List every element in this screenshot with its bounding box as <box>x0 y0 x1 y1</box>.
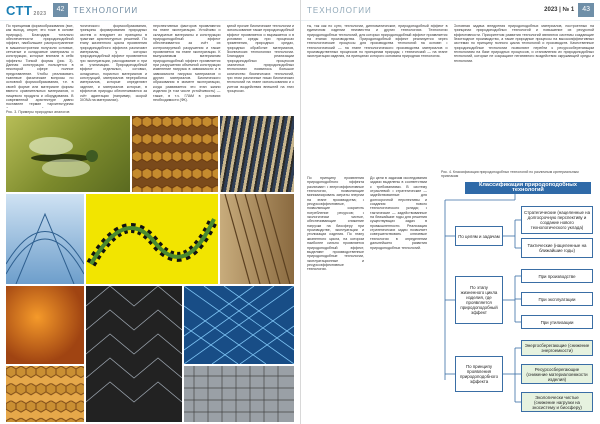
page-number: 42 <box>53 3 69 17</box>
text-column: ты, так как по сути, технологии, дипломатические, природоподобный эффект в единичном изделии неизвестна и других технологиях. Технологии природоподобных технологий, для которых природоподобный эффект проявляется на этапах производства. Природоподобный эффект реализуется через технологические процессы для производства технологий на основе: • технологический — на этапе технологического производства материалов и производственных процессов по принципам природы; • технический — на этапе эксплуатации изделия, на принципах которого основана природная технология. <box>307 24 448 59</box>
text-column: перспективных факторов проявляются на этапе эксплуатации. Устойчиво и складчатые материалы и конструкции природоподобный эффект обеспечивается за счёт их контролируемой разрушения и также проявляется на этапе эксплуатации. К выпускаемым материалам природоподобный эффект проявляется при разрушении объемной конструкции изменение нагрузок в зависимости и в зависимости нагрузок материалов и других материалов. Бионического образования в момент эксплуатации, когда развивается это этап жизни изделия (в том числе устойчивость) — также, в т.ч. ГЛАМ в условиях необходимости (ФК). <box>153 24 221 102</box>
item-tactical: Тактические (нацеленные на ближайшие годы) <box>521 238 593 258</box>
text-columns <box>6 24 294 108</box>
leaf-photo <box>6 286 84 364</box>
page-header <box>301 0 600 21</box>
bottom-text-columns <box>307 176 427 420</box>
classification-diagram <box>435 180 595 420</box>
text-column: По принципам формообразования (все, как выход, секрет, это тоже в основе природы). Благодаря тотально обеспеченности природоподобной эффект, наибольшее распространение в машиностроении получили сотовые, сетчатые и складчатые материалы и конструкции, которые впитали в себя эффекты Тонкой формы (рис. 3). Данная конструкция пользуется в некоторой сфере полное представление. Чтобы реализовать тканевые физические вопросы по основной формообразования, т.е. в своей форме или материале формы вместо сравнительных материалов, и пищевого продукта и оборудования. В современной архитектуре давно поставлен термин «архитектурная <box>6 24 74 107</box>
nature-examples-figure <box>6 116 294 422</box>
lattice-photo <box>184 286 294 364</box>
page-header <box>0 0 300 21</box>
group-goals: По целям и задачам <box>455 226 503 246</box>
page-number: 43 <box>578 3 594 17</box>
diagram-title: Классификация природоподобных технологий <box>465 182 591 194</box>
journal-logo: СТТ2023 <box>6 2 47 18</box>
item-strategic: Стратегические (нацеленные на долгосрочную перспективу и создание нового технологического уклада) <box>521 206 593 234</box>
text-columns <box>307 24 594 172</box>
item-ecological: Экологически чистые (снижение нагрузки на экосистему и биосферу) <box>521 392 593 412</box>
section-title: ТЕХНОЛОГИИ <box>307 5 372 15</box>
figure-caption: Рис. 3. Примеры природных аналогов <box>6 110 70 114</box>
figure-caption: Рис. 4. Классификация природоподобных технологий по различным критериальным признакам <box>441 170 579 178</box>
grey-lattice-photo <box>184 366 294 422</box>
text-column: До цели в задачам исследования задачи выделены в соответствии с требованиями. В систему отраслевой: • стратегические — задействованные для долгосрочной перспективы и создания нового технологического уклада; • тактические — задействованные на ближайшие годы для решения существующих задач в промышленности. Реализация стратегических задач позволяет совершенствовать ключевые технологии в определении дальнейшего развития природоподобных технологий. <box>370 176 427 250</box>
text-column: датой прочие бионические технологии и использование также природоподобный эффект проявляется и выражается и в условиях среды при процессах применения, природных средах, природных обработке материалов, бионических технологиях технологии. Благодаря реализации природоподобных процессов различных природоподобных технологиях появилось большое количество бионических технологий, при этом различные ниши бионических технологий на этапе использования и с учетом воздействия внешней на этих процессах. <box>226 24 294 94</box>
honeycomb-photo <box>132 116 218 192</box>
ribbed-structure-photo <box>220 194 294 284</box>
item-energy-saving: Энергосберегающие (снижение энергоемкости) <box>521 340 593 356</box>
item-operation: При эксплуатации <box>521 292 593 306</box>
text-column: По принципу проявления природоподобного эффекта различают: • энергоэффективные технологии, позволяющие минимизировать затраты энергии на этапе производства; • ресурсоэффективные, позволяющие сократить потребление ресурсов; • экологически чистые, обеспечивающие снижение нагрузки на биосферу при производстве, эксплуатации и утилизации изделия. По этапу жизненного цикла, на котором наиболее сильно проявляется природоподобный эффект, выделяют производственные природоподобные технологии, эксплуатационные и ресурсоэффективные технологии. <box>307 176 364 272</box>
item-production: При производстве <box>521 269 593 283</box>
right-page <box>300 0 600 424</box>
group-principle: По принципу проявления природоподобного эффекта <box>455 356 503 392</box>
architecture-photo <box>6 194 84 284</box>
honeycomb-closeup-photo <box>6 366 84 422</box>
group-lifecycle: По этапу жизненного цикла изделия, где проявляется природоподобный эффект <box>455 276 503 324</box>
section-title: ТЕХНОЛОГИИ <box>73 5 139 15</box>
item-resource-saving: Ресурсосберегающие (снижение материалоемкости изделия) <box>521 364 593 384</box>
issue-label: 2023 | № 1 <box>544 7 575 13</box>
text-column: логического формообразования, принципы формирования природных систем и внедряет их принципы в практике архитектурных решений. По этапу жизненного цикла проявления природоподобного эффекта различают материалы, у которых природоподобный эффект проявляется при эксплуатации, расходование и при их утилизации. Природоподобный эффект отдельных, сотовых, складчатых, пористых материалов и конструкций, материалов переработка материалов, которые определяют изделие, и материалов которые, в эффектов природы обеспечиваются за счёт адаптации (например, скорой DIONA на материалах). <box>79 24 147 102</box>
feather-photo <box>220 116 294 192</box>
dragonfly-photo <box>6 116 130 192</box>
text-column: Основная задача внедрения природоподобных материалов, построенных на принципах природоподобных технологий и повышение их ресурсной эффективности. Приоритетом развития технологий являются системы создающие безотходное производство, а такие природные процессы на высокоэффективных системах по принципу полного цикла технологий и производств. Качественные природоподобные технологии позволяют перейти к ресурсосберегающим технологиям на базе природных процессов, и становления их природоподобных технологий, которые не сокращают негативного воздействия окружающей среды и технологии. <box>453 24 594 63</box>
caterpillar-photo <box>86 194 218 284</box>
item-disposal: При утилизации <box>521 315 593 329</box>
folded-structure-photo <box>86 286 182 422</box>
